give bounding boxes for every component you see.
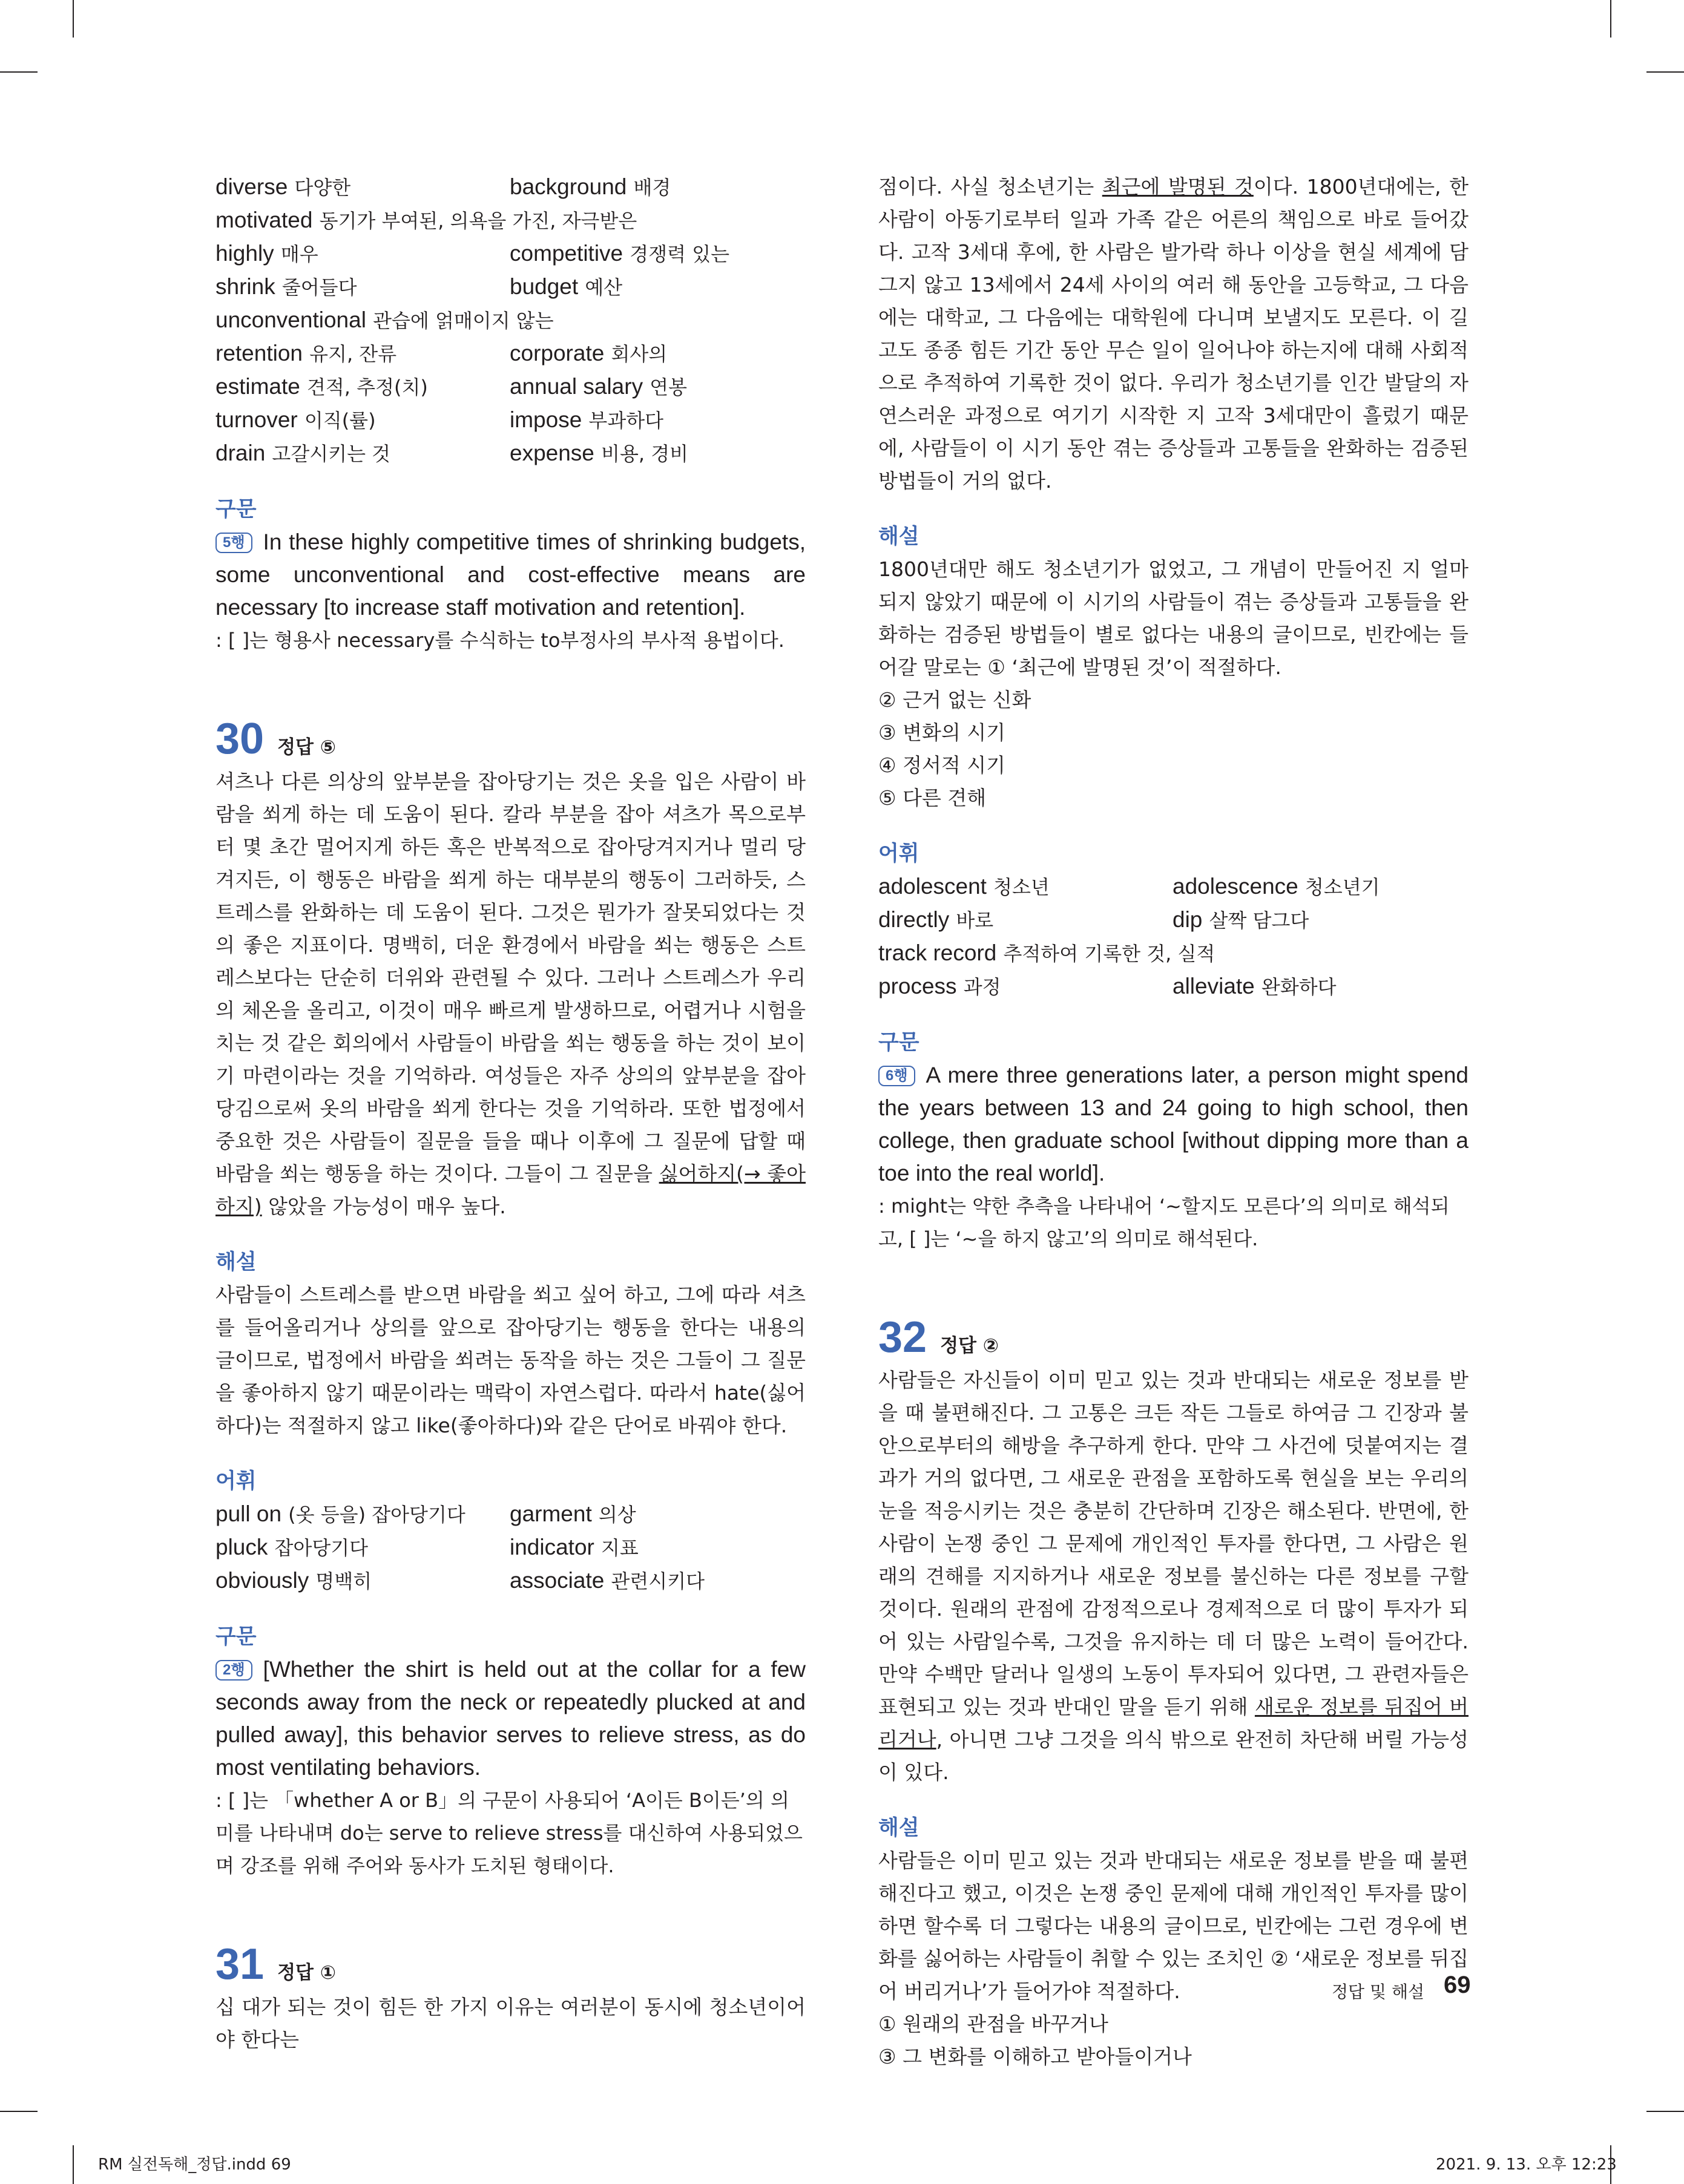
option-item: ③ 그 변화를 이해하고 받아들이거나 [878,2045,1192,2068]
explanation-text: 사람들은 이미 믿고 있는 것과 반대되는 새로운 정보를 받을 때 불편해진다고 했고, 이것은 논쟁 중인 문제에 대해 개인적인 투자를 많이 하면 할수록 더 그렇다는 내용의 글이므로, 빈칸에는 그런 경우에 변화를 싫어하는 사람들이 취할 수 있는 조치인 ② ‘새로운 정보를 뒤집어 버리거나’가 들어가야 적절하다. [878,1849,1469,2003]
line-tag: 5행 [215,533,252,553]
vocab-row [878,870,1469,903]
vocab-entry [215,304,554,337]
vocab-row [215,437,806,470]
vocab-row [215,304,806,337]
translation-text: 십 대가 되는 것이 힘든 한 가지 이유는 여러분이 동시에 청소년이어야 한다는 [215,1995,806,2051]
vocab-word: unconventional [215,307,366,332]
vocab-word: shrink [215,274,275,299]
footer-label: 정답 및 해설 [1332,1982,1425,2002]
vocab-word: adolescence [1173,874,1298,899]
vocab-word: background [510,174,627,199]
vocab-entry [510,237,806,271]
vocab-word: corporate [510,341,605,366]
vocab-entry [510,370,806,404]
section-heading: 해설 [878,1816,919,1840]
section-heading: 어휘 [878,842,919,866]
vocab-meaning: 동기가 부여된, 의욕을 가진, 자극받은 [319,209,637,232]
answer-label: 정답 ① [277,1962,337,1984]
vocab-meaning: 과정 [963,976,1001,999]
vocab-entry [215,204,637,237]
translation-part: 점이다. 사실 청소년기는 [878,175,1102,198]
vocab-meaning: 견적, 추정(치) [306,376,428,399]
vocab-meaning: 예산 [585,276,623,299]
crop-mark [0,2111,38,2112]
crop-mark [1610,0,1611,38]
vocab-word: alleviate [1173,974,1255,999]
vocab-row [215,337,806,370]
vocab-meaning: 유지, 잔류 [309,343,397,366]
answer-label: 정답 ② [940,1335,999,1357]
question-number: 30 [215,715,265,763]
structure-text: [Whether the shirt is held out at the collar for a few seconds away from the neck or repeatedly plucked at and pulled away], this behavior serves to relieve stress, as do most ventilating behaviors. [215,1657,806,1780]
translation-part: 이다. 1800년대에는, 한 사람이 아동기로부터 일과 가족 같은 어른의 책임으로 바로 들어갔다. 고작 3세대 후에, 한 사람은 발가락 하나 이상을 현실 세계에 담그지 않고 13세에서 24세 사이의 여러 해 동안을 고등학교, 그 다음에는 대학교, 그 다음에는 대학원에 다니며 보낼지도 모른다. 이 길고도 종종 힘든 기간 동안 무슨 일이 일어나야 하는지에 대해 사회적으로 추적하여 기록한 것이 없다. 우리가 청소년기를 인간 발달의 자연스러운 과정으로 여기기 시작한 지 고작 3세대만이 흘렀기 때문에, 사람들이 이 시기 동안 겪는 증상들과 고통들을 완화하는 검증된 방법들이 거의 없다. [878,175,1469,493]
vocab-meaning: 추적하여 기록한 것, 실적 [1003,942,1215,965]
translation-part: 셔츠나 다른 의상의 앞부분을 잡아당기는 것은 옷을 입은 사람이 바람을 쐬게 하는 데 도움이 된다. 칼라 부분을 잡아 셔츠가 목으로부터 몇 초간 멀어지게 하든 혹은 반복적으로 잡아당겨지거나 멀리 당겨지든, 이 행동은 바람을 쐬게 하는 대부분의 행동이 그러하듯, 스트레스를 완화하는 데 도움이 된다. 그것은 뭔가가 잘못되었다는 것의 좋은 지표이다. 명백히, 더운 환경에서 바람을 쐬는 행동은 스트레스보다는 단순히 더위와 관련될 수 있다. 그러나 스트레스가 우리의 체온을 올리고, 이것이 매우 빠르게 발생하므로, 어렵거나 시험을 치는 것 같은 회의에서 사람들이 바람을 쐬는 행동을 하는 것이 보이기 마련이라는 것을 기억하라. 여성들은 자주 상의의 앞부분을 잡아당김으로써 옷의 바람을 쐬게 한다는 것을 기억하라. 또한 법정에서 중요한 것은 사람들이 질문을 들을 때나 이후에 그 질문에 답할 때 바람을 쐬는 행동을 하는 것이다. 그들이 그 질문을 [215,770,806,1185]
structure-sentence [215,1653,806,1784]
vocab-word: competitive [510,241,623,266]
translation-text [878,171,1469,497]
vocab-meaning: 고갈시키는 것 [272,442,391,465]
section-heading: 구문 [878,1031,919,1055]
translation-part: , 아니면 그냥 그것을 의식 밖으로 완전히 차단해 버릴 가능성이 있다. [878,1728,1469,1784]
vocab-word: diverse [215,174,288,199]
vocab-meaning: 줄어들다 [281,276,357,299]
vocab-meaning: 부과하다 [588,409,664,432]
vocab-word: highly [215,241,274,266]
vocab-entry [215,437,510,470]
option-item: ⑤ 다른 견해 [878,786,987,810]
vocab-row [878,970,1469,1003]
option-list [878,684,1469,815]
vocab-meaning: 살짝 담그다 [1209,909,1309,932]
right-column [878,171,1469,2073]
section-heading: 어휘 [215,1469,257,1494]
vocab-word: process [878,974,957,999]
crop-mark [1646,2111,1684,2112]
vocab-meaning: 배경 [633,176,671,199]
vocab-entry [215,370,510,404]
option-item: ④ 정서적 시기 [878,753,1005,777]
option-item: ① 원래의 관점을 바꾸거나 [878,2012,1108,2036]
vocab-meaning: 지표 [601,1536,639,1559]
vocab-meaning: 매우 [280,243,318,266]
translation-text [878,1364,1469,1789]
translation-part: 사람들은 자신들이 이미 믿고 있는 것과 반대되는 새로운 정보를 받을 때 불편해진다. 그 고통은 크든 작든 그들로 하여금 그 긴장과 불안으로부터의 해방을 추구하게 한다. 만약 그 사건에 덧붙여지는 결과가 거의 없다면, 그 새로운 관점을 포함하도록 현실을 보는 우리의 눈을 적응시키는 것은 충분히 간단하며 긴장은 해소된다. 반면에, 한 사람이 논쟁 중인 그 문제에 개인적인 투자를 한다면, 그 사람은 원래의 견해를 지지하거나 새로운 정보를 불신하는 다른 정보를 구할 것이다. 원래의 관점에 감정적으로나 경제적으로 더 많이 투자가 되어 있는 사람일수록, 그것을 유지하는 데 더 많은 노력이 들어간다. 만약 수백만 달러나 일생의 노동이 투자되어 있다면, 그 관련자들은 표현되고 있는 것과 반대인 말을 듣기 위해 [878,1368,1469,1719]
vocab-word: turnover [215,407,298,432]
vocab-entry [215,271,510,304]
vocab-entry [215,1564,510,1598]
translation-text [215,766,806,1223]
structure-note: : might는 약한 추측을 나타내어 ‘~할지도 모른다’의 의미로 해석되고, [ ]는 ‘~을 하지 않고’의 의미로 해석된다. [878,1195,1450,1250]
vocab-entry [1173,970,1469,1003]
vocab-entry [215,1498,510,1531]
vocab-entry [215,337,510,370]
vocab-meaning: 바로 [956,909,994,932]
section-heading: 해설 [878,525,919,549]
underlined-phrase: 싫어하지(→ 좋아하지) [215,1162,806,1218]
vocab-meaning: 다양한 [294,176,351,199]
option-list [878,2008,1469,2073]
vocab-row [878,937,1469,970]
structure-sentence [215,526,806,624]
vocab-entry [510,1498,806,1531]
vocab-meaning: 명백히 [315,1570,372,1593]
vocab-entry [215,1531,510,1564]
structure-note: : [ ]는 형용사 necessary를 수식하는 to부정사의 부사적 용법이다. [215,629,784,652]
vocab-entry [1173,903,1469,937]
page-number: 69 [1444,1972,1471,1998]
print-date: 2021. 9. 13. 오후 12:23 [1436,2156,1617,2174]
explanation-text: 사람들이 스트레스를 받으면 바람을 쐬고 싶어 하고, 그에 따라 셔츠를 들어올리거나 상의를 앞으로 잡아당기는 행동을 한다는 내용의 글이므로, 법정에서 바람을 쐬려는 동작을 하는 것은 그들이 그 질문을 좋아하지 않기 때문이라는 맥락이 자연스럽다. 따라서 hate(싫어하다)는 적절하지 않고 like(좋아하다)와 같은 단어로 바꿔야 한다. [215,1283,806,1437]
explanation-text: 1800년대만 해도 청소년기가 없었고, 그 개념이 만들어진 지 얼마 되지 않았기 때문에 이 시기의 사람들이 겪는 증상들과 고통들을 완화하는 검증된 방법들이 별로 없다는 내용의 글이므로, 빈칸에는 들어갈 말로는 ① ‘최근에 발명된 것’이 적절하다. [878,557,1469,679]
vocab-entry [878,903,1173,937]
vocab-word: indicator [510,1535,594,1559]
translation-part: 않았을 가능성이 매우 높다. [261,1195,506,1218]
line-tag: 6행 [878,1066,915,1086]
vocab-meaning: 의상 [598,1503,636,1526]
vocab-word: motivated [215,208,313,232]
crop-mark [73,2145,74,2184]
underlined-phrase: 새로운 정보를 뒤집어 버리거나 [878,1695,1469,1751]
question-header [215,715,806,763]
structure-sentence [878,1059,1469,1190]
vocab-entry [510,171,806,204]
option-item: ② 근거 없는 신화 [878,688,1031,712]
vocab-entry [510,1564,806,1598]
vocab-meaning: 경쟁력 있는 [630,243,730,266]
crop-mark [1646,71,1684,73]
structure-note: : [ ]는 「whether A or B」의 구문이 사용되어 ‘A이든 B이든’의 의미를 나타내며 do는 serve to relieve stress를 대신하여 사용되었으며 강조를 위해 주어와 동사가 도치된 형태이다. [215,1789,803,1877]
vocab-entry [510,404,806,437]
structure-text: In these highly competitive times of shrinking budgets, some unconventional and cost-effective means are necessary [to increase staff motivation and retention]. [215,530,806,620]
question-number: 31 [215,1940,265,1989]
vocab-list [878,870,1469,1003]
vocab-entry [215,237,510,271]
vocab-word: pluck [215,1535,268,1559]
section-heading: 구문 [215,1625,257,1649]
file-slug: RM 실전독해_정답.indd 69 [98,2156,291,2174]
vocab-row [215,271,806,304]
vocab-list [215,1498,806,1598]
section-heading: 해설 [215,1250,257,1274]
vocab-row [215,237,806,271]
vocab-meaning: 연봉 [650,376,688,399]
vocab-meaning: 비용, 경비 [601,442,689,465]
vocab-entry [215,404,510,437]
vocab-row [215,370,806,404]
section-heading: 구문 [215,497,257,522]
vocab-row [215,1531,806,1564]
vocab-word: impose [510,407,582,432]
vocab-list [215,171,806,470]
crop-mark [0,71,38,73]
underlined-phrase: 최근에 발명된 것 [1102,175,1254,198]
vocab-meaning: 회사의 [611,343,668,366]
option-item: ③ 변화의 시기 [878,721,1005,744]
vocab-word: annual salary [510,374,643,399]
vocab-word: track record [878,940,997,965]
vocab-word: drain [215,441,266,465]
vocab-entry [878,970,1173,1003]
crop-mark [73,0,74,38]
vocab-entry [1173,870,1469,903]
vocab-entry [878,937,1215,970]
vocab-row [215,1564,806,1598]
vocab-meaning: 청소년 [993,876,1050,899]
vocab-word: budget [510,274,579,299]
vocab-word: dip [1173,907,1203,932]
vocab-word: retention [215,341,303,366]
vocab-meaning: 완화하다 [1261,976,1337,999]
vocab-entry [510,1531,806,1564]
vocab-word: directly [878,907,950,932]
vocab-word: obviously [215,1568,309,1593]
vocab-entry [878,870,1173,903]
vocab-meaning: 관련시키다 [611,1570,705,1593]
vocab-row [215,171,806,204]
vocab-meaning: 관습에 얽매이지 않는 [373,309,554,332]
vocab-row [878,903,1469,937]
line-tag: 2행 [215,1660,252,1681]
vocab-word: garment [510,1501,592,1526]
vocab-row [215,404,806,437]
vocab-row [215,204,806,237]
question-header [878,1313,1469,1362]
vocab-entry [510,337,806,370]
vocab-word: adolescent [878,874,987,899]
vocab-entry [510,437,806,470]
vocab-word: estimate [215,374,300,399]
vocab-word: expense [510,441,594,465]
vocab-word: pull on [215,1501,282,1526]
vocab-meaning: 이직(률) [304,409,376,432]
vocab-entry [215,171,510,204]
vocab-meaning: (옷 등을) 잡아당기다 [288,1503,465,1526]
vocab-entry [510,271,806,304]
vocab-meaning: 잡아당기다 [274,1536,369,1559]
vocab-row [215,1498,806,1531]
question-number: 32 [878,1313,927,1362]
answer-label: 정답 ⑤ [277,736,337,758]
vocab-meaning: 청소년기 [1304,876,1380,899]
structure-text: A mere three generations later, a person might spend the years between 13 and 24 going to high school, then college, then graduate school [without dipping more than a toe into the real world]. [878,1063,1469,1185]
left-column [215,171,806,2056]
vocab-word: associate [510,1568,605,1593]
question-header [215,1940,806,1989]
